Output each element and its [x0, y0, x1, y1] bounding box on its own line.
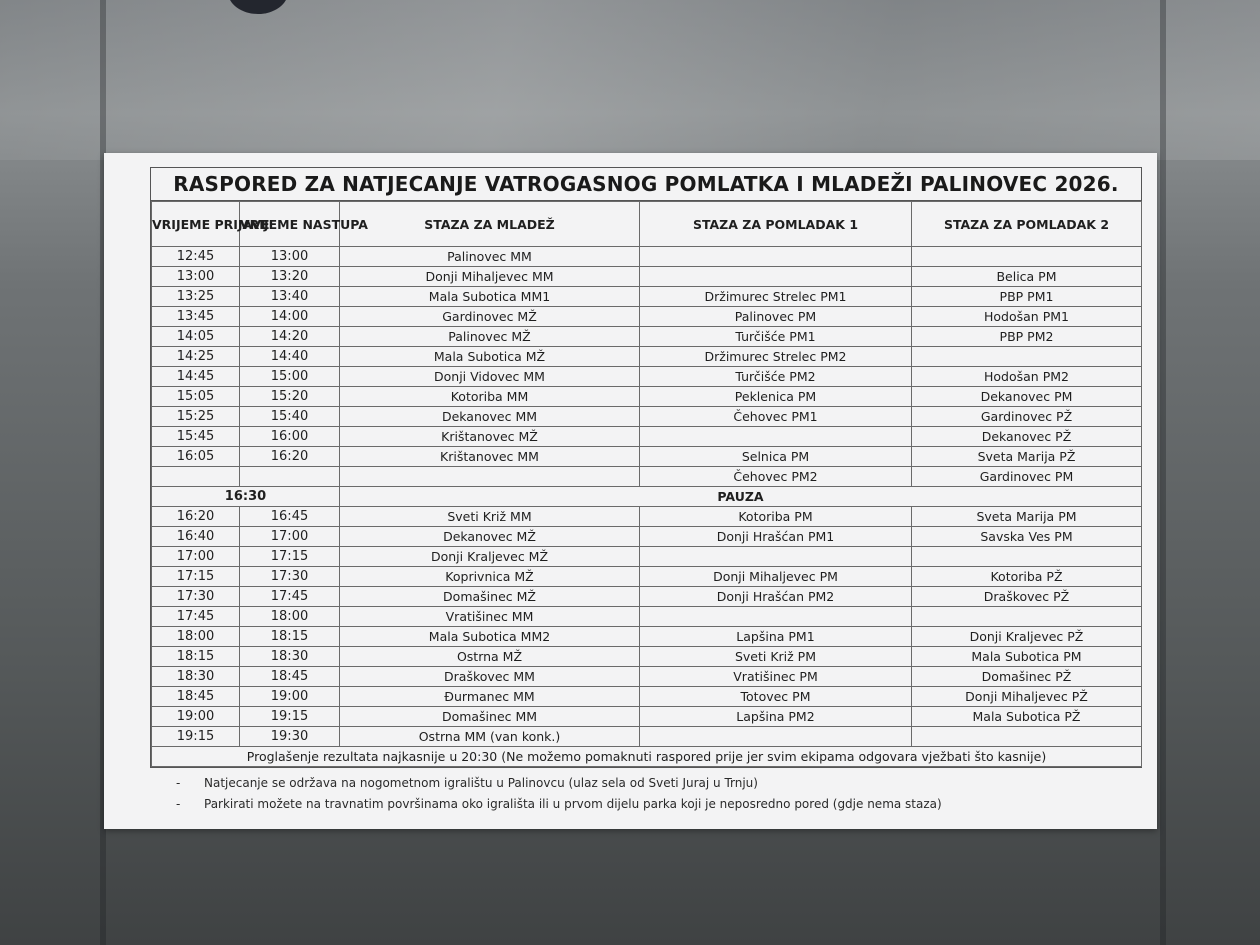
cell-pomladak2: Gardinovec PŽ	[912, 407, 1142, 427]
cell-mladez: Krištanovec MM	[340, 447, 640, 467]
cell-prijava: 19:15	[152, 727, 240, 747]
results-note-row	[152, 747, 1142, 767]
cell-pomladak2: Dekanovec PM	[912, 387, 1142, 407]
cell-nastup: 18:00	[240, 607, 340, 627]
cell-nastup: 17:00	[240, 527, 340, 547]
cell-prijava: 15:45	[152, 427, 240, 447]
schedule-body-before	[152, 247, 1142, 487]
cell-mladez: Donji Vidovec MM	[340, 367, 640, 387]
table-row	[152, 727, 1142, 747]
cell-pomladak1: Donji Mihaljevec PM	[640, 567, 912, 587]
table-row	[152, 567, 1142, 587]
schedule-sheet	[150, 167, 1142, 768]
cell-pomladak1: Turčišće PM2	[640, 367, 912, 387]
cell-nastup: 19:00	[240, 687, 340, 707]
cell-prijava: 17:45	[152, 607, 240, 627]
cell-mladez: Donji Mihaljevec MM	[340, 267, 640, 287]
table-row	[152, 607, 1142, 627]
cell-pomladak2: Gardinovec PM	[912, 467, 1142, 487]
table-row	[152, 647, 1142, 667]
header-prijava: VRIJEME PRIJAVE	[152, 202, 240, 247]
cell-mladez: Koprivnica MŽ	[340, 567, 640, 587]
cell-pomladak2: Domašinec PŽ	[912, 667, 1142, 687]
cell-pomladak2: Donji Mihaljevec PŽ	[912, 687, 1142, 707]
cell-prijava: 13:25	[152, 287, 240, 307]
cell-mladez: Draškovec MM	[340, 667, 640, 687]
table-row	[152, 627, 1142, 647]
cell-nastup: 19:30	[240, 727, 340, 747]
cell-pomladak1: Lapšina PM2	[640, 707, 912, 727]
cell-prijava: 17:30	[152, 587, 240, 607]
cell-mladez: Dekanovec MŽ	[340, 527, 640, 547]
schedule-table	[151, 201, 1142, 767]
cell-pomladak2: Mala Subotica PŽ	[912, 707, 1142, 727]
cell-mladez: Krištanovec MŽ	[340, 427, 640, 447]
table-row	[152, 467, 1142, 487]
footnote-text: Natjecanje se održava na nogometnom igralištu u Palinovcu (ulaz sela od Sveti Juraj u Trnju)	[204, 776, 758, 790]
cell-pomladak2	[912, 607, 1142, 627]
break-time: 16:30	[152, 487, 340, 507]
cell-prijava: 16:20	[152, 507, 240, 527]
break-label: PAUZA	[340, 487, 1142, 507]
cell-prijava: 17:00	[152, 547, 240, 567]
cell-pomladak2: Kotoriba PŽ	[912, 567, 1142, 587]
table-row	[152, 347, 1142, 367]
cell-pomladak2: Draškovec PŽ	[912, 587, 1142, 607]
cell-mladez: Gardinovec MŽ	[340, 307, 640, 327]
cell-pomladak2	[912, 547, 1142, 567]
table-row	[152, 687, 1142, 707]
cell-pomladak2	[912, 347, 1142, 367]
cell-prijava: 16:05	[152, 447, 240, 467]
cell-mladez: Đurmanec MM	[340, 687, 640, 707]
table-row	[152, 287, 1142, 307]
cell-mladez: Mala Subotica MM2	[340, 627, 640, 647]
table-row	[152, 507, 1142, 527]
cell-nastup: 17:30	[240, 567, 340, 587]
cell-pomladak1: Donji Hrašćan PM1	[640, 527, 912, 547]
cell-mladez: Sveti Križ MM	[340, 507, 640, 527]
cell-pomladak1: Totovec PM	[640, 687, 912, 707]
cell-pomladak1: Peklenica PM	[640, 387, 912, 407]
table-row	[152, 547, 1142, 567]
table-row	[152, 407, 1142, 427]
cell-pomladak2: Hodošan PM2	[912, 367, 1142, 387]
table-row	[152, 327, 1142, 347]
cell-pomladak1: Palinovec PM	[640, 307, 912, 327]
cell-nastup: 13:20	[240, 267, 340, 287]
schedule-note	[152, 747, 1142, 767]
table-row	[152, 707, 1142, 727]
cell-pomladak1: Držimurec Strelec PM2	[640, 347, 912, 367]
cell-pomladak1: Turčišće PM1	[640, 327, 912, 347]
cell-prijava: 16:40	[152, 527, 240, 547]
cell-pomladak1: Vratišinec PM	[640, 667, 912, 687]
cell-pomladak1: Čehovec PM1	[640, 407, 912, 427]
cell-pomladak2: PBP PM1	[912, 287, 1142, 307]
cell-pomladak1: Selnica PM	[640, 447, 912, 467]
cell-mladez: Palinovec MM	[340, 247, 640, 267]
cell-nastup: 14:40	[240, 347, 340, 367]
table-row	[152, 367, 1142, 387]
table-row	[152, 587, 1142, 607]
cell-pomladak2: Dekanovec PŽ	[912, 427, 1142, 447]
cell-prijava: 14:05	[152, 327, 240, 347]
cell-pomladak2: Sveta Marija PŽ	[912, 447, 1142, 467]
header-mladez: STAZA ZA MLADEŽ	[340, 202, 640, 247]
cell-nastup: 19:15	[240, 707, 340, 727]
cell-nastup: 18:30	[240, 647, 340, 667]
cell-prijava: 14:45	[152, 367, 240, 387]
cell-nastup: 16:00	[240, 427, 340, 447]
header-row	[152, 202, 1142, 247]
cell-prijava: 18:00	[152, 627, 240, 647]
cell-nastup: 18:45	[240, 667, 340, 687]
cell-prijava: 13:45	[152, 307, 240, 327]
cell-pomladak2: Hodošan PM1	[912, 307, 1142, 327]
table-row	[152, 387, 1142, 407]
schedule-title: RASPORED ZA NATJECANJE VATROGASNOG POMLATKA I MLADEŽI PALINOVEC 2026.	[151, 168, 1141, 201]
footnote-item	[176, 773, 1136, 794]
cell-prijava: 15:05	[152, 387, 240, 407]
cell-pomladak2	[912, 727, 1142, 747]
cell-pomladak2: Savska Ves PM	[912, 527, 1142, 547]
header-nastup: VRIJEME NASTUPA	[240, 202, 340, 247]
cell-pomladak1	[640, 427, 912, 447]
cell-pomladak1: Sveti Križ PM	[640, 647, 912, 667]
header-pomladak2: STAZA ZA POMLADAK 2	[912, 202, 1142, 247]
cell-nastup: 13:40	[240, 287, 340, 307]
cell-nastup: 15:00	[240, 367, 340, 387]
cell-prijava: 18:45	[152, 687, 240, 707]
cell-prijava: 19:00	[152, 707, 240, 727]
cell-nastup: 17:45	[240, 587, 340, 607]
cell-prijava: 15:25	[152, 407, 240, 427]
cell-nastup: 16:45	[240, 507, 340, 527]
cell-pomladak1: Donji Hrašćan PM2	[640, 587, 912, 607]
cell-nastup: 18:15	[240, 627, 340, 647]
table-row	[152, 427, 1142, 447]
cell-pomladak2: Belica PM	[912, 267, 1142, 287]
schedule-break	[152, 487, 1142, 507]
footnote-dash: -	[176, 776, 181, 790]
cell-prijava: 18:30	[152, 667, 240, 687]
table-row	[152, 667, 1142, 687]
cell-mladez: Mala Subotica MŽ	[340, 347, 640, 367]
cell-mladez: Donji Kraljevec MŽ	[340, 547, 640, 567]
cell-mladez: Vratišinec MM	[340, 607, 640, 627]
cell-mladez	[340, 467, 640, 487]
cell-prijava: 13:00	[152, 267, 240, 287]
cell-prijava: 12:45	[152, 247, 240, 267]
cell-pomladak1: Čehovec PM2	[640, 467, 912, 487]
cell-nastup: 14:00	[240, 307, 340, 327]
cell-mladez: Ostrna MŽ	[340, 647, 640, 667]
cell-prijava	[152, 467, 240, 487]
backdrop-shine	[0, 0, 1260, 160]
cell-pomladak1	[640, 727, 912, 747]
cell-mladez: Ostrna MM (van konk.)	[340, 727, 640, 747]
cell-nastup	[240, 467, 340, 487]
cell-nastup: 17:15	[240, 547, 340, 567]
cell-pomladak1	[640, 607, 912, 627]
cell-prijava: 14:25	[152, 347, 240, 367]
cell-pomladak1: Držimurec Strelec PM1	[640, 287, 912, 307]
footnote-item	[176, 794, 1136, 815]
cell-pomladak2: Donji Kraljevec PŽ	[912, 627, 1142, 647]
cell-nastup: 15:40	[240, 407, 340, 427]
header-pomladak1: STAZA ZA POMLADAK 1	[640, 202, 912, 247]
cell-nastup: 13:00	[240, 247, 340, 267]
cell-mladez: Domašinec MM	[340, 707, 640, 727]
cell-prijava: 17:15	[152, 567, 240, 587]
cell-mladez: Domašinec MŽ	[340, 587, 640, 607]
cell-mladez: Kotoriba MM	[340, 387, 640, 407]
cell-pomladak1: Lapšina PM1	[640, 627, 912, 647]
cell-nastup: 14:20	[240, 327, 340, 347]
cell-pomladak1	[640, 247, 912, 267]
footnotes	[176, 773, 1136, 815]
schedule-paper	[104, 153, 1157, 829]
footnote-dash: -	[176, 797, 181, 811]
table-row	[152, 267, 1142, 287]
backdrop-seam	[1160, 0, 1166, 945]
cell-pomladak1: Kotoriba PM	[640, 507, 912, 527]
cell-nastup: 16:20	[240, 447, 340, 467]
cell-mladez: Palinovec MŽ	[340, 327, 640, 347]
table-row	[152, 307, 1142, 327]
cell-prijava: 18:15	[152, 647, 240, 667]
cell-nastup: 15:20	[240, 387, 340, 407]
cell-pomladak2: PBP PM2	[912, 327, 1142, 347]
table-row	[152, 527, 1142, 547]
break-row	[152, 487, 1142, 507]
schedule-body-after	[152, 507, 1142, 747]
footnote-text: Parkirati možete na travnatim površinama oko igrališta ili u prvom dijelu parka koji je neposredno pored (gdje nema staza)	[204, 797, 942, 811]
cell-pomladak2: Mala Subotica PM	[912, 647, 1142, 667]
table-row	[152, 247, 1142, 267]
results-note: Proglašenje rezultata najkasnije u 20:30 (Ne možemo pomaknuti raspored prije jer svim ekipama odgovara vježbati što kasnije)	[152, 747, 1142, 767]
cell-pomladak2: Sveta Marija PM	[912, 507, 1142, 527]
table-row	[152, 447, 1142, 467]
cell-mladez: Mala Subotica MM1	[340, 287, 640, 307]
cell-mladez: Dekanovec MM	[340, 407, 640, 427]
cell-pomladak1	[640, 267, 912, 287]
cell-pomladak2	[912, 247, 1142, 267]
cell-pomladak1	[640, 547, 912, 567]
